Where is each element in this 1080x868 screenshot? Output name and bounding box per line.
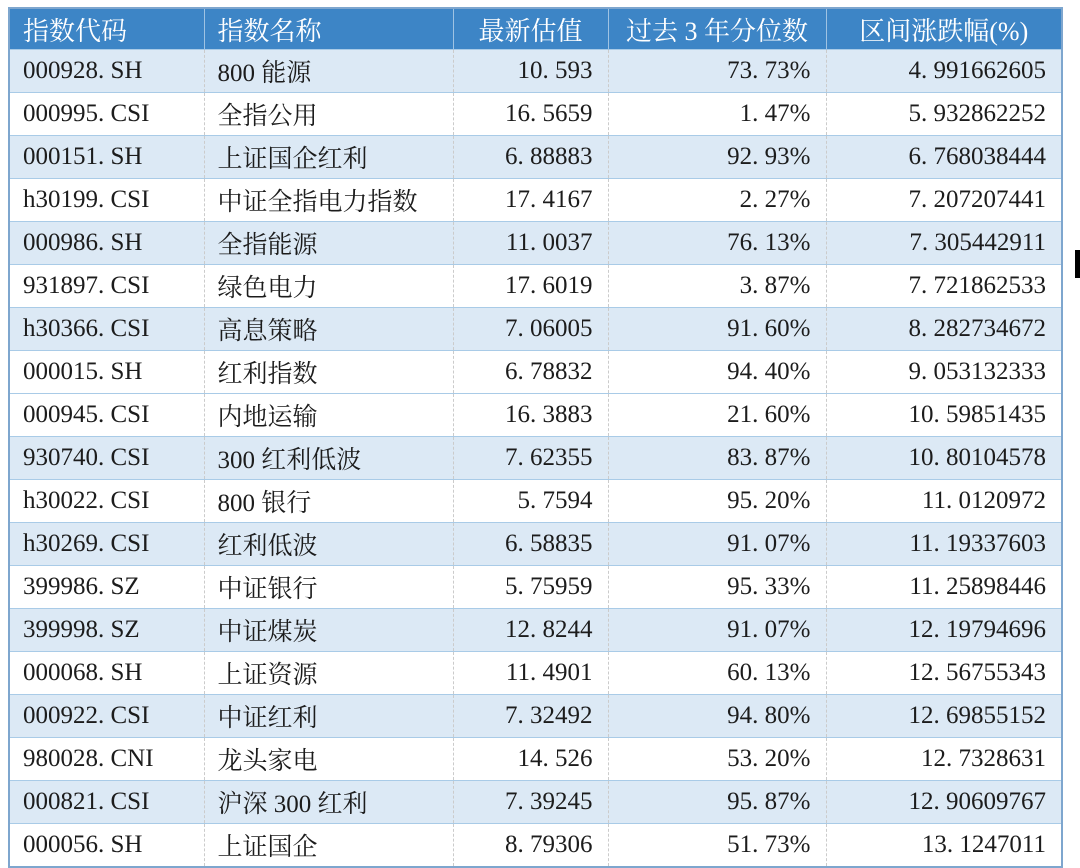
cell-3yr-percentile: 3. 87% <box>608 265 826 308</box>
cell-index-name: 全指能源 <box>204 222 453 265</box>
column-header-index-name: 指数名称 <box>204 8 453 50</box>
cell-index-code: 930740. CSI <box>9 437 204 480</box>
index-valuation-table <box>8 7 1063 868</box>
cell-index-name: 沪深 300 红利 <box>204 781 453 824</box>
cell-latest-valuation: 16. 3883 <box>453 394 608 437</box>
cell-index-name: 红利指数 <box>204 351 453 394</box>
table-row <box>9 738 1062 781</box>
cell-index-name: 上证资源 <box>204 652 453 695</box>
cell-interval-change: 12. 19794696 <box>826 609 1062 652</box>
cell-interval-change: 7. 305442911 <box>826 222 1062 265</box>
cell-interval-change: 12. 56755343 <box>826 652 1062 695</box>
table-row <box>9 93 1062 136</box>
cell-interval-change: 10. 80104578 <box>826 437 1062 480</box>
cell-interval-change: 11. 19337603 <box>826 523 1062 566</box>
cell-latest-valuation: 14. 526 <box>453 738 608 781</box>
table-row <box>9 566 1062 609</box>
table-row <box>9 222 1062 265</box>
cell-3yr-percentile: 83. 87% <box>608 437 826 480</box>
cell-latest-valuation: 6. 78832 <box>453 351 608 394</box>
cell-latest-valuation: 7. 39245 <box>453 781 608 824</box>
table-row <box>9 136 1062 179</box>
cell-interval-change: 13. 1247011 <box>826 824 1062 868</box>
cell-index-name: 中证红利 <box>204 695 453 738</box>
table-row <box>9 394 1062 437</box>
table-row <box>9 308 1062 351</box>
cell-index-name: 绿色电力 <box>204 265 453 308</box>
cell-index-name: 中证银行 <box>204 566 453 609</box>
cell-index-name: 红利低波 <box>204 523 453 566</box>
column-header-interval-change: 区间涨跌幅(%) <box>826 8 1062 50</box>
cell-latest-valuation: 11. 0037 <box>453 222 608 265</box>
table-row <box>9 523 1062 566</box>
cell-index-code: 980028. CNI <box>9 738 204 781</box>
cell-latest-valuation: 17. 6019 <box>453 265 608 308</box>
cell-index-code: 000068. SH <box>9 652 204 695</box>
cell-interval-change: 12. 90609767 <box>826 781 1062 824</box>
cell-3yr-percentile: 53. 20% <box>608 738 826 781</box>
cell-index-name: 上证国企 <box>204 824 453 868</box>
cell-index-name: 800 能源 <box>204 50 453 93</box>
column-header-latest-valuation: 最新估值 <box>453 8 608 50</box>
cell-interval-change: 10. 59851435 <box>826 394 1062 437</box>
cell-latest-valuation: 5. 7594 <box>453 480 608 523</box>
cell-index-code: 000945. CSI <box>9 394 204 437</box>
cell-interval-change: 12. 69855152 <box>826 695 1062 738</box>
cell-3yr-percentile: 21. 60% <box>608 394 826 437</box>
cell-latest-valuation: 7. 32492 <box>453 695 608 738</box>
cell-index-name: 全指公用 <box>204 93 453 136</box>
cell-interval-change: 12. 7328631 <box>826 738 1062 781</box>
cell-index-code: 000928. SH <box>9 50 204 93</box>
cell-index-code: 000995. CSI <box>9 93 204 136</box>
text-caret <box>1075 250 1080 278</box>
cell-interval-change: 8. 282734672 <box>826 308 1062 351</box>
cell-latest-valuation: 8. 79306 <box>453 824 608 868</box>
cell-interval-change: 6. 768038444 <box>826 136 1062 179</box>
table-row <box>9 652 1062 695</box>
cell-index-code: 000922. CSI <box>9 695 204 738</box>
cell-index-code: 000986. SH <box>9 222 204 265</box>
table-row <box>9 480 1062 523</box>
table-row <box>9 609 1062 652</box>
cell-3yr-percentile: 94. 80% <box>608 695 826 738</box>
cell-latest-valuation: 17. 4167 <box>453 179 608 222</box>
cell-3yr-percentile: 76. 13% <box>608 222 826 265</box>
cell-interval-change: 11. 0120972 <box>826 480 1062 523</box>
table-body <box>9 50 1062 868</box>
cell-3yr-percentile: 73. 73% <box>608 50 826 93</box>
cell-3yr-percentile: 94. 40% <box>608 351 826 394</box>
cell-index-name: 龙头家电 <box>204 738 453 781</box>
cell-index-code: h30366. CSI <box>9 308 204 351</box>
cell-latest-valuation: 12. 8244 <box>453 609 608 652</box>
cell-index-name: 高息策略 <box>204 308 453 351</box>
cell-interval-change: 5. 932862252 <box>826 93 1062 136</box>
cell-latest-valuation: 5. 75959 <box>453 566 608 609</box>
cell-index-code: h30199. CSI <box>9 179 204 222</box>
cell-latest-valuation: 6. 88883 <box>453 136 608 179</box>
column-header-3yr-percentile: 过去 3 年分位数 <box>608 8 826 50</box>
header-row <box>9 8 1062 50</box>
cell-3yr-percentile: 91. 60% <box>608 308 826 351</box>
cell-3yr-percentile: 51. 73% <box>608 824 826 868</box>
column-header-index-code: 指数代码 <box>9 8 204 50</box>
cell-index-code: 000056. SH <box>9 824 204 868</box>
cell-latest-valuation: 7. 06005 <box>453 308 608 351</box>
cell-3yr-percentile: 95. 87% <box>608 781 826 824</box>
cell-interval-change: 11. 25898446 <box>826 566 1062 609</box>
table-header <box>9 8 1062 50</box>
cell-latest-valuation: 11. 4901 <box>453 652 608 695</box>
cell-index-name: 800 银行 <box>204 480 453 523</box>
cell-interval-change: 9. 053132333 <box>826 351 1062 394</box>
table-row <box>9 50 1062 93</box>
valuation-table <box>8 7 1063 868</box>
cell-3yr-percentile: 95. 33% <box>608 566 826 609</box>
cell-index-code: h30269. CSI <box>9 523 204 566</box>
cell-latest-valuation: 7. 62355 <box>453 437 608 480</box>
cell-index-name: 中证煤炭 <box>204 609 453 652</box>
cell-3yr-percentile: 1. 47% <box>608 93 826 136</box>
table-row <box>9 179 1062 222</box>
table-row <box>9 265 1062 308</box>
cell-index-code: 000821. CSI <box>9 781 204 824</box>
cell-index-code: 931897. CSI <box>9 265 204 308</box>
cell-index-name: 上证国企红利 <box>204 136 453 179</box>
table-row <box>9 781 1062 824</box>
cell-3yr-percentile: 2. 27% <box>608 179 826 222</box>
cell-3yr-percentile: 60. 13% <box>608 652 826 695</box>
table-row <box>9 824 1062 868</box>
cell-3yr-percentile: 91. 07% <box>608 609 826 652</box>
cell-index-name: 内地运输 <box>204 394 453 437</box>
cell-index-code: 000015. SH <box>9 351 204 394</box>
cell-interval-change: 7. 721862533 <box>826 265 1062 308</box>
cell-latest-valuation: 16. 5659 <box>453 93 608 136</box>
cell-index-code: 399986. SZ <box>9 566 204 609</box>
cell-interval-change: 7. 207207441 <box>826 179 1062 222</box>
table-row <box>9 351 1062 394</box>
cell-index-code: 000151. SH <box>9 136 204 179</box>
cell-index-name: 300 红利低波 <box>204 437 453 480</box>
cell-3yr-percentile: 91. 07% <box>608 523 826 566</box>
cell-latest-valuation: 10. 593 <box>453 50 608 93</box>
cell-index-code: h30022. CSI <box>9 480 204 523</box>
cell-3yr-percentile: 95. 20% <box>608 480 826 523</box>
table-row <box>9 695 1062 738</box>
cell-index-code: 399998. SZ <box>9 609 204 652</box>
cell-latest-valuation: 6. 58835 <box>453 523 608 566</box>
cell-interval-change: 4. 991662605 <box>826 50 1062 93</box>
cell-index-name: 中证全指电力指数 <box>204 179 453 222</box>
cell-3yr-percentile: 92. 93% <box>608 136 826 179</box>
table-row <box>9 437 1062 480</box>
